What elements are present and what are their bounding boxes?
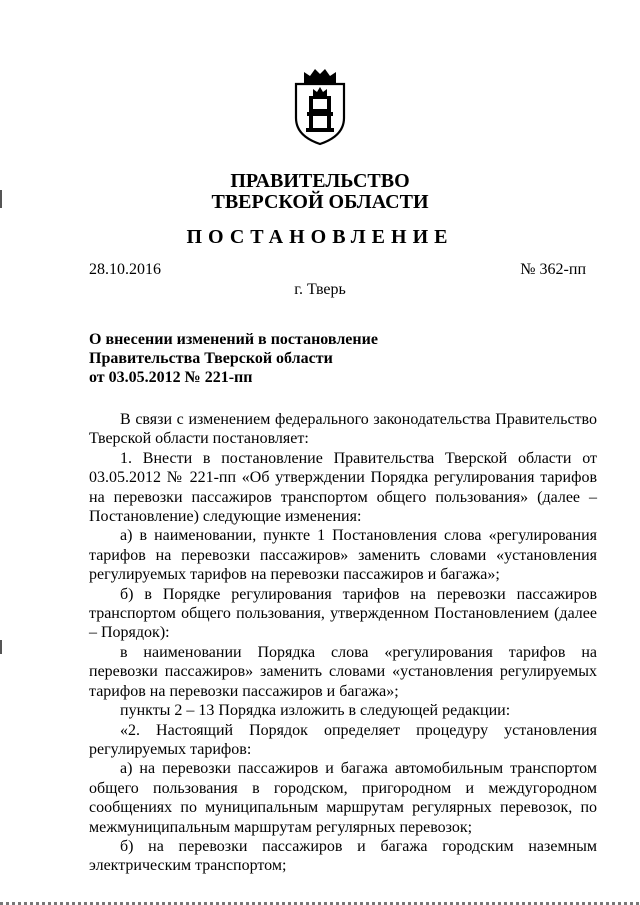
document-number: № 362-пп <box>520 261 586 278</box>
document-subject <box>89 330 378 387</box>
document-city: г. Тверь <box>294 281 346 298</box>
body-paragraph: а) на перевозки пассажиров и багажа автомобильным транспортом общего пользования в городском, пригородном и междугородном сообщениях по муниципальным маршрутам регулярных перевозок, по межмуниципальным маршрутам регулярных перевозок; <box>89 760 597 836</box>
body-paragraph: 1. Внести в постановление Правительства Тверской области от 03.05.2012 № 221-пп «Об утверждении Порядка регулирования тарифов на перевозки пассажиров транспортом общего пользования» (далее – Постановление) следующие изменения: <box>89 449 597 526</box>
document-body <box>89 410 597 876</box>
body-paragraph: б) в Порядке регулирования тарифов на перевозки пассажиров транспортом общего пользования, утвержденном Постановлением (далее – Порядок): <box>89 585 597 642</box>
body-paragraph: пункты 2 – 13 Порядка изложить в следующей редакции: <box>120 702 511 720</box>
government-title-line1: ПРАВИТЕЛЬСТВО <box>230 170 410 192</box>
body-paragraph: в наименовании Порядка слова «регулирования тарифов на перевозки пассажиров» заменить словами «установления регулируемых тарифов на перевозки пассажиров и багажа»; <box>89 643 597 700</box>
subject-line: О внесении изменений в постановление <box>89 331 378 348</box>
body-paragraph: В связи с изменением федерального законодательства Правительство Тверской области постановляет: <box>89 411 597 448</box>
body-paragraph: «2. Настоящий Порядок определяет процедуру установления регулируемых тарифов: <box>89 721 597 758</box>
body-paragraph: б) на перевозки пассажиров и багажа городским наземным электрическим транспортом; <box>89 837 597 875</box>
scan-edge-mark <box>0 190 2 208</box>
government-title-line2: ТВЕРСКОЙ ОБЛАСТИ <box>211 191 429 213</box>
subject-line: Правительства Тверской области <box>89 350 333 367</box>
document-type-title: ПОСТАНОВЛЕНИЕ <box>186 226 454 248</box>
document-date: 28.10.2016 <box>89 261 161 278</box>
scan-edge-mark <box>0 640 2 654</box>
subject-line: от 03.05.2012 № 221-пп <box>89 369 253 386</box>
coat-of-arms-icon <box>290 66 350 146</box>
body-paragraph: а) в наименовании, пункте 1 Постановления слова «регулирования тарифов на перевозки пассажиров» заменить словами «установления регулируемых тарифов на перевозки пассажиров и багажа»; <box>89 527 597 584</box>
